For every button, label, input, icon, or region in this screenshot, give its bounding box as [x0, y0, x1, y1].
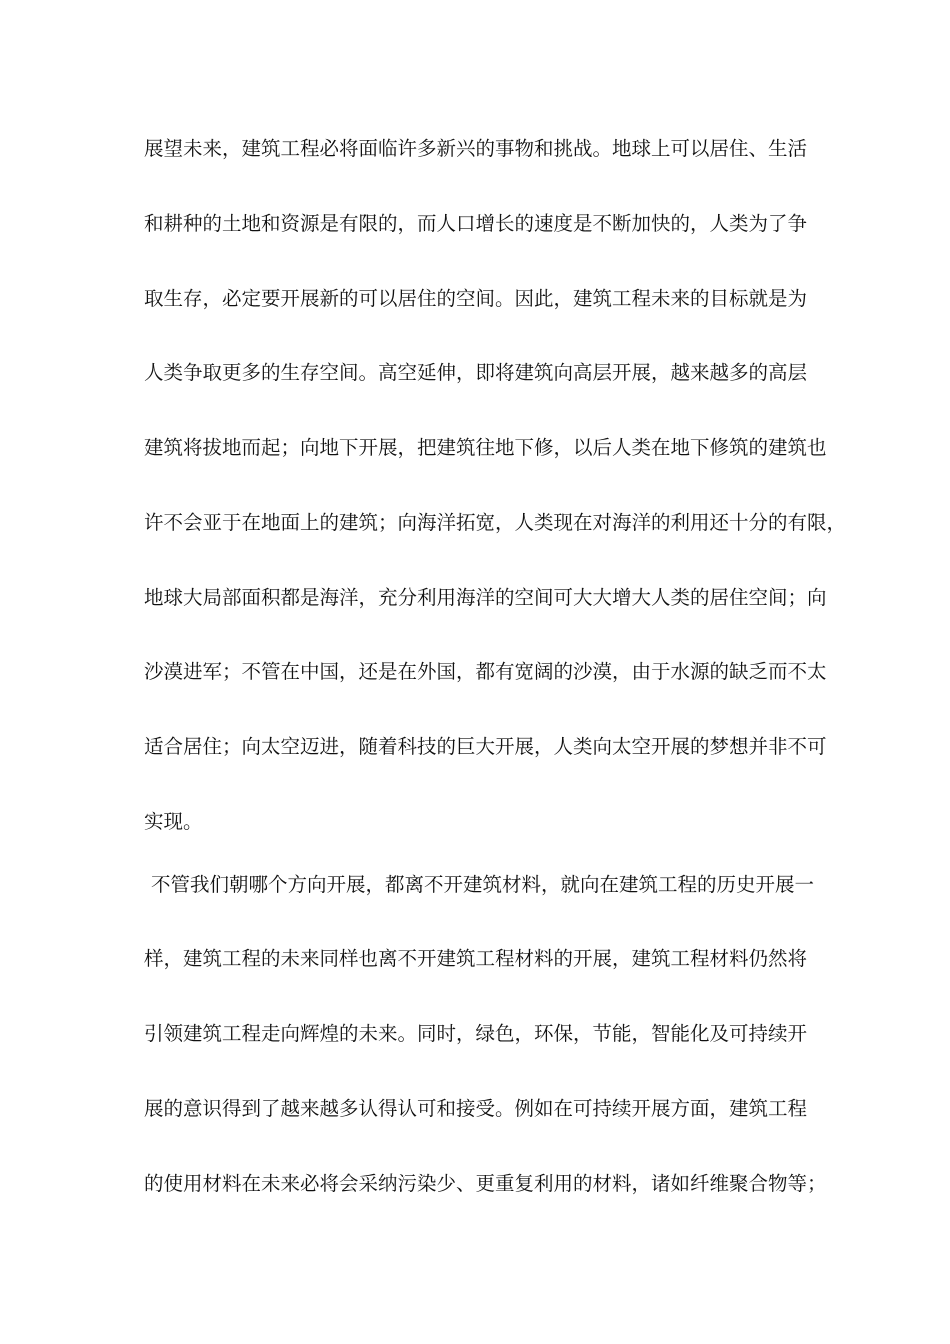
text-line: 样，建筑工程的未来同样也离不开建筑工程材料的开展，建筑工程材料仍然将 [144, 947, 808, 970]
text-line: 展的意识得到了越来越多认得认可和接受。例如在可持续开展方面，建筑工程 [144, 1097, 808, 1120]
text-line: 取生存，必定要开展新的可以居住的空间。因此，建筑工程未来的目标就是为 [144, 287, 808, 310]
text-line: 人类争取更多的生存空间。高空延伸，即将建筑向高层开展，越来越多的高层 [144, 361, 808, 384]
text-line: 的使用材料在未来必将会采纳污染少、更重复利用的材料，诸如纤维聚合物等； [144, 1172, 827, 1195]
text-line: 适合居住；向太空迈进，随着科技的巨大开展，人类向太空开展的梦想并非不可 [144, 735, 827, 758]
text-line: 引领建筑工程走向辉煌的未来。同时，绿色，环保，节能，智能化及可持续开 [144, 1022, 808, 1045]
text-line: 不管我们朝哪个方向开展，都离不开建筑材料，就向在建筑工程的历史开展一 [151, 873, 815, 896]
text-line: 沙漠进军；不管在中国，还是在外国，都有宽阔的沙漠，由于水源的缺乏而不太 [144, 660, 827, 683]
text-line: 实现。 [144, 810, 203, 833]
text-line: 许不会亚于在地面上的建筑；向海洋拓宽，人类现在对海洋的利用还十分的有限， [144, 511, 847, 534]
text-line: 展望未来，建筑工程必将面临许多新兴的事物和挑战。地球上可以居住、生活 [144, 137, 808, 160]
text-line: 和耕种的土地和资源是有限的，而人口增长的速度是不断加快的，人类为了争 [144, 212, 808, 235]
text-line: 地球大局部面积都是海洋，充分利用海洋的空间可大大增大人类的居住空间；向 [144, 586, 827, 609]
text-line: 建筑将拔地而起；向地下开展，把建筑往地下修，以后人类在地下修筑的建筑也 [144, 436, 827, 459]
